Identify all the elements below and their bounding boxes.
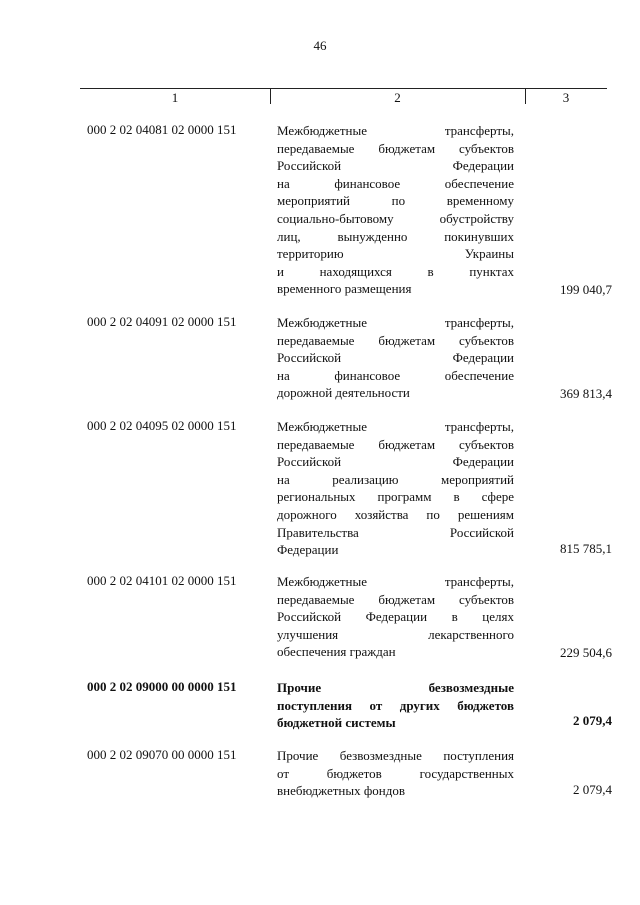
description-line: Федерации — [277, 542, 339, 558]
description-line: Межбюджетные трансферты, — [277, 123, 514, 138]
description-line: передаваемые бюджетам субъектов — [277, 140, 514, 156]
header-col-2: 2 — [394, 90, 401, 105]
description-line: на финансовое обеспечение — [277, 175, 514, 191]
row-code: 000 2 02 04095 02 0000 151 — [87, 418, 237, 433]
description-line: Прочие безвозмездные — [277, 680, 514, 695]
row-amount: 369 813,4 — [560, 386, 612, 401]
description-line: дорожной деятельности — [277, 385, 410, 401]
header-col-1: 1 — [171, 90, 179, 105]
description-line: улучшения лекарственного — [277, 626, 514, 642]
description-line: временного размещения — [277, 281, 412, 297]
description-line: поступления от других бюджетов — [277, 697, 514, 713]
row-code: 000 2 02 04091 02 0000 151 — [87, 314, 237, 329]
row-description — [277, 418, 514, 559]
row-description — [277, 314, 514, 402]
description-line: Российской Федерации — [277, 350, 514, 366]
description-line: Межбюджетные трансферты, — [277, 419, 514, 434]
row-amount: 815 785,1 — [560, 541, 612, 556]
description-line: региональных программ в сфере — [277, 489, 514, 505]
description-line: на реализацию мероприятий — [277, 471, 514, 487]
description-line: передаваемые бюджетам субъектов — [277, 436, 514, 452]
table-header — [80, 88, 607, 104]
description-line: внебюджетных фондов — [277, 783, 405, 799]
description-line: Правительства Российской — [277, 524, 514, 540]
description-line: Межбюджетные трансферты, — [277, 574, 514, 589]
row-description — [277, 573, 514, 661]
row-code: 000 2 02 09070 00 0000 151 — [87, 747, 237, 762]
description-line: мероприятий по временному — [277, 193, 514, 209]
row-amount: 199 040,7 — [560, 282, 612, 297]
description-line: и находящихся в пунктах — [277, 263, 514, 279]
header-col-3: 3 — [562, 90, 570, 105]
description-line: бюджетной системы — [277, 715, 396, 731]
description-line: дорожного хозяйства по решениям — [277, 506, 514, 522]
header-rule — [80, 88, 607, 89]
description-line: на финансовое обеспечение — [277, 367, 514, 383]
row-description — [277, 747, 514, 800]
description-line: передаваемые бюджетам субъектов — [277, 332, 514, 348]
description-line: от бюджетов государственных — [277, 765, 514, 781]
description-line: Российской Федерации в целях — [277, 609, 514, 625]
row-description — [277, 679, 514, 732]
row-amount: 229 504,6 — [560, 645, 612, 660]
row-description — [277, 122, 514, 298]
description-line: территорию Украины — [277, 246, 514, 262]
description-line: передаваемые бюджетам субъектов — [277, 591, 514, 607]
row-amount: 2 079,4 — [573, 713, 612, 728]
description-line: Прочие безвозмездные поступления — [277, 748, 514, 763]
description-line: обеспечения граждан — [277, 644, 396, 660]
row-code: 000 2 02 04081 02 0000 151 — [87, 122, 237, 137]
row-amount: 2 079,4 — [573, 782, 612, 797]
description-line: лиц, вынужденно покинувших — [277, 228, 514, 244]
description-line: социально-бытовому обустройству — [277, 210, 514, 226]
description-line: Российской Федерации — [277, 158, 514, 174]
row-code: 000 2 02 04101 02 0000 151 — [87, 573, 237, 588]
description-line: Российской Федерации — [277, 454, 514, 470]
description-line: Межбюджетные трансферты, — [277, 315, 514, 330]
row-code: 000 2 02 09000 00 0000 151 — [87, 679, 237, 694]
page-number: 46 — [313, 38, 327, 53]
